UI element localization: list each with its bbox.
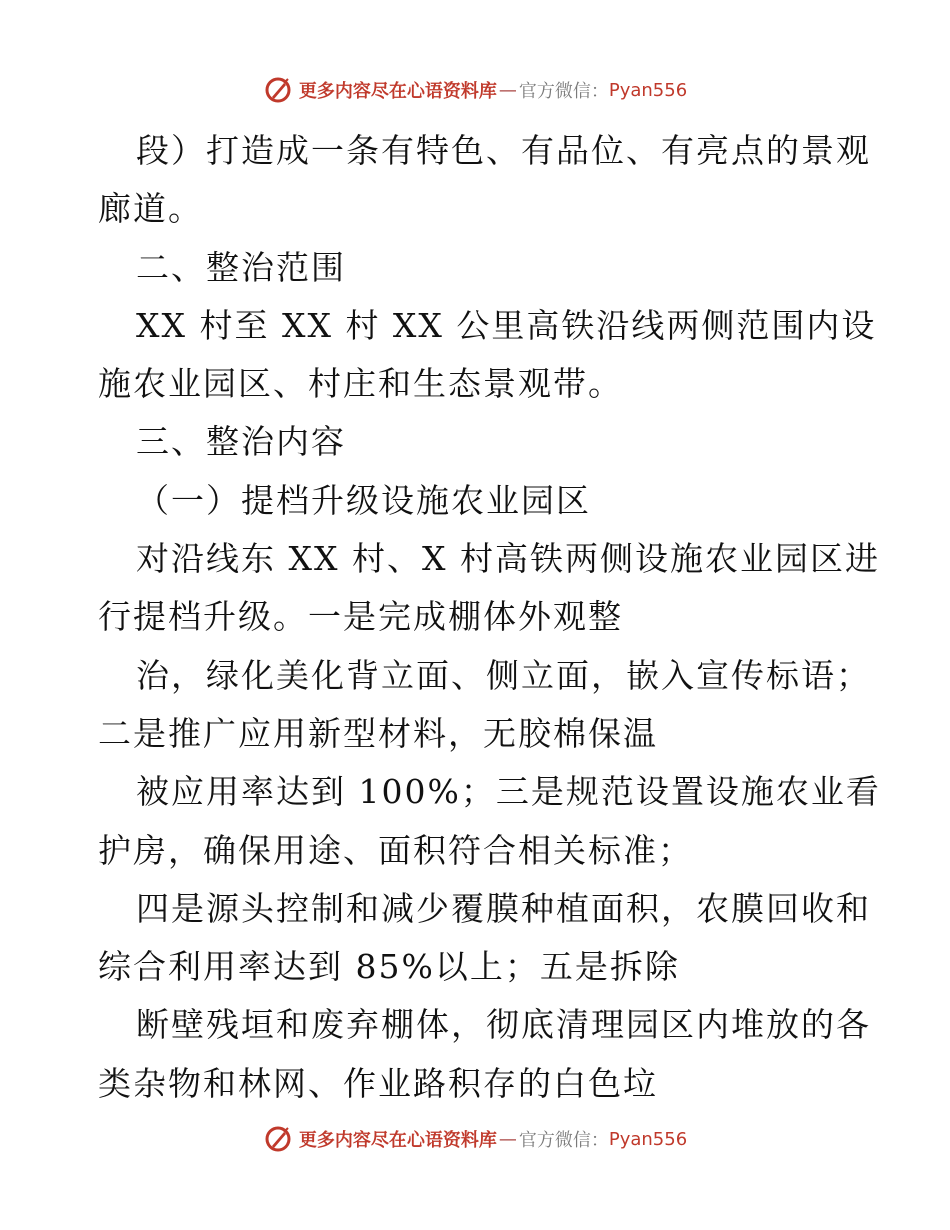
- text-line: 断壁残垣和废弃棚体，彻底清理园区内堆放的各: [136, 1005, 871, 1045]
- watermark-id: Pyan556: [608, 79, 688, 101]
- watermark-label: 官方微信：: [518, 1130, 609, 1151]
- text-line: 被应用率达到 100%；三是规范设置设施农业看: [136, 772, 881, 812]
- text-line: 类杂物和林网、作业路积存的白色垃: [98, 1063, 658, 1103]
- watermark-separator: —: [498, 79, 517, 101]
- text-line: 治，绿化美化背立面、侧立面，嵌入宣传标语；: [136, 655, 871, 695]
- document-body: [98, 122, 881, 1113]
- watermark-main-text: 更多内容尽在心语资料库: [298, 81, 497, 102]
- watermark-separator: —: [498, 1128, 517, 1150]
- watermark-id: Pyan556: [608, 1128, 688, 1150]
- text-line: 三、整治内容: [136, 422, 346, 462]
- text-line: 二是推广应用新型材料，无胶棉保温: [98, 713, 658, 753]
- text-line: 四是源头控制和减少覆膜种植面积，农膜回收和: [136, 888, 871, 928]
- text-line: 行提档升级。一是完成棚体外观整: [98, 597, 623, 637]
- text-line: XX 村至 XX 村 XX 公里高铁沿线两侧范围内设: [136, 305, 877, 345]
- text-line: （一）提档升级设施农业园区: [136, 480, 591, 520]
- text-line: 施农业园区、村庄和生态景观带。: [98, 364, 623, 404]
- text-line: 对沿线东 XX 村、X 村高铁两侧设施农业园区进: [136, 539, 880, 579]
- pen-logo-icon: [263, 75, 293, 105]
- text-line: 综合利用率达到 85%以上；五是拆除: [98, 947, 680, 987]
- pen-logo-icon: [263, 1124, 293, 1154]
- text-line: 廊道。: [98, 189, 203, 229]
- watermark-label: 官方微信：: [518, 81, 609, 102]
- watermark-main-text: 更多内容尽在心语资料库: [298, 1130, 497, 1151]
- text-line: 二、整治范围: [136, 247, 346, 287]
- text-line: 护房，确保用途、面积符合相关标准；: [98, 830, 693, 870]
- footer-watermark: [0, 1119, 950, 1159]
- header-watermark: [0, 70, 950, 110]
- text-line: 段）打造成一条有特色、有品位、有亮点的景观: [136, 131, 871, 170]
